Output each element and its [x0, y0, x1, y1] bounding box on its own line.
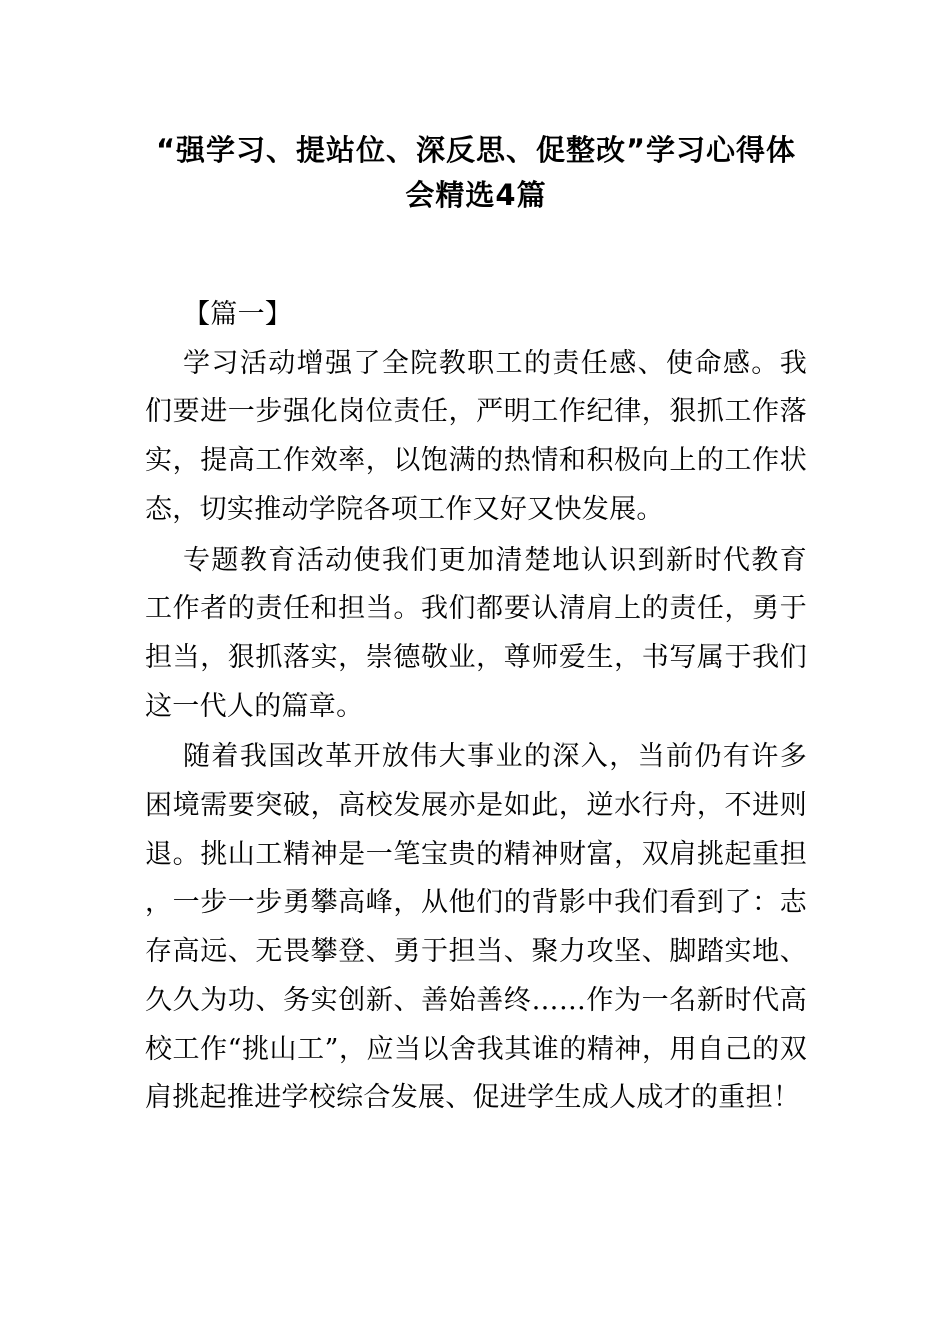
section-heading: 【篇一】	[183, 299, 293, 330]
title-line-2: 会精选4篇	[405, 178, 547, 212]
paragraph-3: 随着我国改革开放伟大事业的深入，当前仍有许多困境需要突破，高校发展亦是如此，逆水行舟，不进则退。挑山工精神是一笔宝贵的精神财富，双肩挑起重担，一步一步勇攀高峰，从他们的背影中我们看到了：志存高远、无畏攀登、勇于担当、聚力攻坚、脚踏实地、久久为功、务实创新、善始善终……作为一名新时代高校工作“挑山工”，应当以舍我其谁的精神，用自己的双肩挑起推进学校综合发展、促进学生成人成才的重担！	[145, 741, 807, 1114]
paragraph-2: 专题教育活动使我们更加清楚地认识到新时代教育工作者的责任和担当。我们都要认清肩上的责任，勇于担当，狠抓落实，崇德敬业，尊师爱生，书写属于我们这一代人的篇章。	[145, 544, 807, 722]
document-body	[145, 291, 807, 1123]
paragraph-1: 学习活动增强了全院教职工的责任感、使命感。我们要进一步强化岗位责任，严明工作纪律，狠抓工作落实，提高工作效率，以饱满的热情和积极向上的工作状态，切实推动学院各项工作又好又快发展。	[145, 347, 807, 525]
title-line-1: “强学习、提站位、深反思、促整改”学习心得体	[155, 133, 797, 167]
document-title	[145, 128, 807, 218]
